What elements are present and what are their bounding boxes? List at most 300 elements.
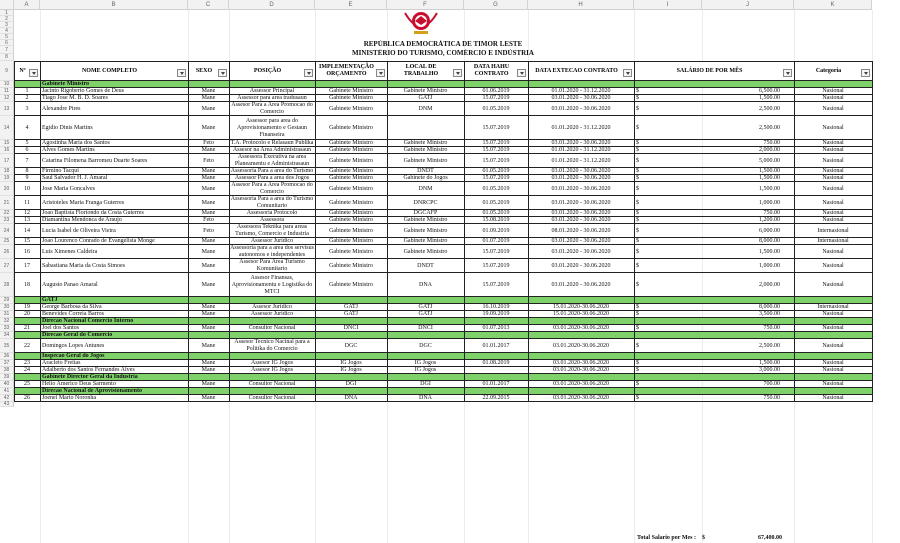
cell-border xyxy=(634,147,635,154)
cell-border xyxy=(315,88,316,95)
cell-border xyxy=(188,102,189,116)
cell-border xyxy=(872,374,873,381)
column-header-c[interactable]: C xyxy=(188,0,229,10)
cell-border xyxy=(528,332,529,339)
position: Assessoria Protocolo xyxy=(246,210,298,216)
cell-border xyxy=(528,217,529,224)
position: Assessor para area tradusaun xyxy=(237,95,307,101)
cell-border xyxy=(315,374,316,381)
cell-border xyxy=(315,224,316,238)
cell-border xyxy=(188,224,189,238)
header-workplace xyxy=(387,61,465,81)
cell-border xyxy=(872,140,873,147)
cell-border xyxy=(872,325,873,332)
filter-dropdown-button[interactable] xyxy=(783,69,792,77)
end-date: 03.01.2020 - 30.06.2020 xyxy=(551,281,611,288)
cell-border xyxy=(387,217,388,224)
full-name: Jacinto Rigoberto Gomes de Deus xyxy=(42,88,124,94)
cell-border xyxy=(872,304,873,311)
row-number: 7 xyxy=(25,157,29,164)
cell-border xyxy=(40,360,41,367)
cell-border xyxy=(528,311,529,318)
cell-border xyxy=(14,360,15,367)
row-header[interactable]: 39 xyxy=(0,374,14,381)
cell-border xyxy=(634,238,635,245)
workplace: DGCAFP xyxy=(413,210,438,216)
cell-border xyxy=(315,339,316,353)
cell-border xyxy=(14,147,15,154)
cell-border xyxy=(14,259,15,273)
column-header-a[interactable]: A xyxy=(14,0,40,10)
cell-border xyxy=(40,224,41,238)
full-name: Tiago Jose M. B. D. Soares xyxy=(42,95,108,101)
cell-border xyxy=(464,196,465,210)
currency: $ xyxy=(636,175,639,181)
cell-border xyxy=(229,332,230,339)
header-name-label: NOME COMPLETO xyxy=(81,67,138,74)
start-date: 01.05.2019 xyxy=(482,168,510,174)
implementation: IG Jogos xyxy=(340,360,362,366)
workplace: DNM xyxy=(418,185,433,192)
cell-border xyxy=(464,168,465,175)
cell-border xyxy=(188,273,189,297)
category: Nasional xyxy=(822,147,844,153)
cell-border xyxy=(229,238,230,245)
salary: 8,000.00 xyxy=(759,238,780,244)
filter-dropdown-button[interactable] xyxy=(304,69,313,77)
cell-border xyxy=(40,304,41,311)
end-date: 01.01.2020 - 31.12.2020 xyxy=(551,147,611,153)
cell-border xyxy=(872,154,873,168)
cell-border xyxy=(528,353,529,360)
start-date: 15.07.2019 xyxy=(482,175,510,181)
category: Nasional xyxy=(822,381,844,387)
currency: $ xyxy=(636,147,639,153)
cell-border xyxy=(229,196,230,210)
category: Nasional xyxy=(822,311,844,317)
implementation: Gabinete Ministro xyxy=(329,147,373,153)
row-number: 19 xyxy=(24,304,30,310)
category: Nasional xyxy=(822,342,844,349)
cell-border xyxy=(387,175,388,182)
column-header-e[interactable]: E xyxy=(315,0,387,10)
cell-border xyxy=(464,304,465,311)
row-header[interactable]: 36 xyxy=(0,353,14,360)
cell-border xyxy=(229,168,230,175)
implementation: Gabinete Ministro xyxy=(329,168,373,174)
cell-border xyxy=(794,297,795,304)
filter-dropdown-button[interactable] xyxy=(517,69,526,77)
end-date: 03.01.2020-30.06.2020 xyxy=(553,381,609,387)
cell-border xyxy=(872,175,873,182)
filter-dropdown-button[interactable] xyxy=(177,69,186,77)
row-number: 22 xyxy=(24,342,30,349)
header-sex xyxy=(188,61,230,81)
filter-dropdown-button[interactable] xyxy=(453,69,462,77)
cell-border xyxy=(14,175,15,182)
end-date: 03.01.2020-30.06.2020 xyxy=(553,360,609,366)
cell-border xyxy=(387,154,388,168)
row-header[interactable]: 5 xyxy=(0,34,14,40)
cell-border xyxy=(528,318,529,325)
cell-border xyxy=(794,196,795,210)
salary: 1,500.00 xyxy=(759,360,780,366)
cell-border xyxy=(794,182,795,196)
row-number: 26 xyxy=(24,395,30,401)
currency: $ xyxy=(636,304,639,310)
row-number: 1 xyxy=(25,88,29,94)
row-header[interactable]: 43 xyxy=(0,402,14,407)
cell-border xyxy=(315,353,316,360)
cell-border xyxy=(229,102,230,116)
cell-border xyxy=(188,217,189,224)
salary: 1,500.00 xyxy=(759,185,780,192)
header-start-date xyxy=(464,61,529,81)
implementation: Gabinete Ministro xyxy=(329,281,373,288)
start-date: 15.07.2019 xyxy=(482,248,510,255)
row-header[interactable]: 19 xyxy=(0,175,14,182)
end-date: 03.01.2020 - 30.06.2020 xyxy=(551,185,611,192)
sex: Feto xyxy=(203,227,214,234)
implementation: Gabinete Ministro xyxy=(329,248,373,255)
cell-border xyxy=(387,88,388,95)
workplace: GATJ xyxy=(418,311,433,317)
cell-border xyxy=(387,360,388,367)
row-number: 14 xyxy=(24,227,30,234)
column-header-j[interactable]: J xyxy=(702,0,794,10)
column-header-d[interactable]: D xyxy=(229,0,315,10)
cell-border xyxy=(40,175,41,182)
category: Nasional xyxy=(822,281,844,288)
salary: 1,000.00 xyxy=(759,199,780,206)
row-header[interactable]: 20 xyxy=(0,182,14,196)
currency: $ xyxy=(636,210,639,216)
sex: Mane xyxy=(201,311,216,317)
implementation: Gabinete Ministro xyxy=(329,210,373,216)
row-header[interactable]: 37 xyxy=(0,360,14,367)
header-salary xyxy=(634,61,795,81)
salary: 8,000.00 xyxy=(759,304,780,310)
cell-border xyxy=(794,224,795,238)
cell-border xyxy=(872,332,873,339)
cell-border xyxy=(464,273,465,297)
implementation: IG Jogos xyxy=(340,367,362,373)
workplace: GATJ xyxy=(418,95,433,101)
header-no-label: Nº xyxy=(19,67,26,74)
cell-border xyxy=(14,217,15,224)
row-header[interactable]: 25 xyxy=(0,238,14,245)
cell-border xyxy=(464,217,465,224)
cell-border xyxy=(14,325,15,332)
category: Nasional xyxy=(822,185,844,192)
cell-border xyxy=(528,116,529,140)
row-number: 6 xyxy=(25,147,29,153)
cell-border xyxy=(14,196,15,210)
cell-border xyxy=(315,102,316,116)
filter-dropdown-button[interactable] xyxy=(376,69,385,77)
cell-border xyxy=(528,273,529,297)
row-number: 5 xyxy=(25,140,29,146)
cell-border xyxy=(387,196,388,210)
sex: Feto xyxy=(203,157,214,164)
cell-border xyxy=(794,217,795,224)
end-date: 03.01.2020-30.06.2020 xyxy=(553,342,609,349)
cell-border xyxy=(40,210,41,217)
position: Assesor Para a Area Promocao do Comercio xyxy=(231,182,313,195)
cell-border xyxy=(634,116,635,140)
cell-border xyxy=(464,154,465,168)
cell-border xyxy=(634,245,635,259)
position: Assessora Teknika para areas Turismo, Comercio e Industria xyxy=(235,224,309,237)
start-date: 15.07.2019 xyxy=(482,281,510,288)
row-header[interactable]: 6 xyxy=(0,40,14,46)
cell-border xyxy=(872,81,873,88)
row-header[interactable]: 8 xyxy=(0,54,14,61)
cell-border xyxy=(528,304,529,311)
cell-border xyxy=(387,245,388,259)
row-header[interactable]: 16 xyxy=(0,147,14,154)
row-header[interactable]: 23 xyxy=(0,217,14,224)
row-header[interactable]: 12 xyxy=(0,95,14,102)
cell-border xyxy=(188,259,189,273)
row-header[interactable]: 31 xyxy=(0,311,14,318)
row-header[interactable]: 27 xyxy=(0,259,14,273)
workplace: Gabinete do Jogos xyxy=(403,175,448,181)
cell-border xyxy=(464,395,465,402)
cell-border xyxy=(229,182,230,196)
cell-border xyxy=(229,245,230,259)
end-date: 01.01.2020 - 31.12.2020 xyxy=(551,124,611,131)
cell-border xyxy=(528,175,529,182)
position: Consultor Nacional xyxy=(248,395,296,401)
row-header[interactable]: 17 xyxy=(0,154,14,168)
row-header[interactable]: 2 xyxy=(0,16,14,22)
cell-border xyxy=(387,388,388,395)
salary: 2,000.00 xyxy=(759,281,780,288)
category: Nasional xyxy=(822,367,844,373)
row-header[interactable]: 13 xyxy=(0,102,14,116)
full-name: Firmino Tacqui xyxy=(42,168,79,174)
cell-border xyxy=(14,168,15,175)
implementation: Gabinete Ministro xyxy=(329,175,373,181)
row-header[interactable]: 34 xyxy=(0,332,14,339)
salary: 6,000.00 xyxy=(759,227,780,234)
row-header[interactable]: 29 xyxy=(0,297,14,304)
cell-border xyxy=(387,182,388,196)
cell-border xyxy=(464,88,465,95)
cell-border xyxy=(387,311,388,318)
row-number: 15 xyxy=(24,238,30,244)
currency: $ xyxy=(636,367,639,373)
row-header[interactable]: 28 xyxy=(0,273,14,297)
category: Nasional xyxy=(822,140,844,146)
column-header-i[interactable]: I xyxy=(634,0,702,10)
row-header[interactable]: 32 xyxy=(0,318,14,325)
cell-border xyxy=(14,245,15,259)
filter-dropdown-button[interactable] xyxy=(861,69,870,77)
column-header-k[interactable]: K xyxy=(794,0,872,10)
workplace: DNA xyxy=(419,281,432,288)
implementation: Gabinete Ministro xyxy=(329,88,373,94)
row-header[interactable]: 21 xyxy=(0,196,14,210)
row-header[interactable]: 22 xyxy=(0,210,14,217)
section-label: Gabinete Director Geral da Industria xyxy=(42,374,138,380)
cell-border xyxy=(315,140,316,147)
cell-border xyxy=(528,297,529,304)
sex: Mane xyxy=(201,395,216,401)
corner-cell[interactable] xyxy=(0,0,14,10)
cell-border xyxy=(634,332,635,339)
position: Assesor IG Jogos xyxy=(251,360,293,366)
cell-border xyxy=(188,168,189,175)
currency: $ xyxy=(636,217,639,223)
cell-border xyxy=(528,374,529,381)
end-date: 03.01.2020-30.06.2020 xyxy=(553,325,609,331)
cell-border xyxy=(229,147,230,154)
cell-border xyxy=(188,196,189,210)
cell-border xyxy=(188,374,189,381)
cell-border xyxy=(872,102,873,116)
cell-border xyxy=(794,374,795,381)
cell-border xyxy=(229,217,230,224)
sex: Mane xyxy=(201,185,216,192)
filter-dropdown-button[interactable] xyxy=(218,69,227,77)
cell-border xyxy=(40,395,41,402)
cell-border xyxy=(229,88,230,95)
row-header[interactable]: 38 xyxy=(0,367,14,374)
row-header[interactable]: 15 xyxy=(0,140,14,147)
category: Nasional xyxy=(822,175,844,181)
header-position-label: POSIÇÃO xyxy=(253,67,282,74)
row-header[interactable]: 18 xyxy=(0,168,14,175)
end-date: 03.01.2020 - 30.06.2020 xyxy=(551,175,611,181)
cell-border xyxy=(794,238,795,245)
cell-border xyxy=(188,116,189,140)
cell-border xyxy=(634,381,635,388)
sex: Mane xyxy=(201,168,216,174)
row-number: 18 xyxy=(24,281,30,288)
cell-border xyxy=(40,168,41,175)
salary: 1,200.00 xyxy=(759,217,780,223)
row-header[interactable]: 4 xyxy=(0,28,14,34)
sex: Mane xyxy=(201,147,216,153)
filter-dropdown-button[interactable] xyxy=(29,69,38,77)
row-header[interactable]: 7 xyxy=(0,46,14,54)
workplace: DNRCPC xyxy=(413,199,438,206)
position: Consultor Nacional xyxy=(248,325,296,331)
row-header[interactable]: 24 xyxy=(0,224,14,238)
column-header-f[interactable]: F xyxy=(387,0,464,10)
cell-border xyxy=(634,353,635,360)
workplace: DNDT xyxy=(417,168,434,174)
row-header[interactable]: 30 xyxy=(0,304,14,311)
cell-border xyxy=(315,168,316,175)
cell-border xyxy=(634,154,635,168)
cell-border xyxy=(229,304,230,311)
cell-border xyxy=(464,182,465,196)
row-header[interactable]: 33 xyxy=(0,325,14,332)
cell-border xyxy=(40,147,41,154)
row-header[interactable]: 11 xyxy=(0,88,14,95)
position: Assessoria Para a area do Turismo Comunitario xyxy=(230,196,314,209)
salary: 6,500.00 xyxy=(759,88,780,94)
cell-border xyxy=(40,245,41,259)
full-name: Catarina Filomena Barromeu Duarte Soares xyxy=(42,157,148,164)
full-name: Adalberto dos Santos Fernandes Alves xyxy=(42,367,135,373)
start-date: 01.05.2019 xyxy=(482,210,510,216)
currency: $ xyxy=(636,124,639,131)
filter-dropdown-button[interactable] xyxy=(623,69,632,77)
end-date: 01.01.2020 - 31.12.2020 xyxy=(551,157,611,164)
cell-border xyxy=(14,88,15,95)
row-header[interactable]: 35 xyxy=(0,339,14,353)
cell-border xyxy=(14,238,15,245)
cell-border xyxy=(464,116,465,140)
end-date: 03.01.2020 - 30.06.2020 xyxy=(551,168,611,174)
row-header[interactable]: 41 xyxy=(0,388,14,395)
full-name: Alexandre Pires xyxy=(42,105,81,112)
cell-border xyxy=(634,304,635,311)
cell-border xyxy=(634,95,635,102)
row-header[interactable]: 1 xyxy=(0,10,14,16)
cell-border xyxy=(794,116,795,140)
cell-border xyxy=(634,374,635,381)
cell-border xyxy=(188,182,189,196)
cell-border xyxy=(528,245,529,259)
start-date: 15.07.2019 xyxy=(482,147,510,153)
row-header[interactable]: 3 xyxy=(0,22,14,28)
cell-border xyxy=(229,367,230,374)
category: Nasional xyxy=(822,210,844,216)
cell-border xyxy=(464,325,465,332)
implementation: Gabinete Ministro xyxy=(329,185,373,192)
currency: $ xyxy=(636,199,639,206)
cell-border xyxy=(14,395,15,402)
column-header-b[interactable]: B xyxy=(40,0,188,10)
cell-border xyxy=(794,360,795,367)
position: Assesor Juridico xyxy=(252,304,292,310)
sex: Mane xyxy=(201,367,216,373)
cell-border xyxy=(464,367,465,374)
row-header[interactable]: 40 xyxy=(0,381,14,388)
currency: $ xyxy=(636,185,639,192)
row-header[interactable]: 9 xyxy=(0,61,14,81)
row-header[interactable]: 42 xyxy=(0,395,14,402)
start-date: 15.07.2019 xyxy=(482,157,510,164)
cell-border xyxy=(464,374,465,381)
cell-border xyxy=(188,318,189,325)
cell-border xyxy=(229,297,230,304)
start-date: 15.08.2019 xyxy=(482,217,510,223)
category: Nasional xyxy=(822,157,844,164)
row-header[interactable]: 26 xyxy=(0,245,14,259)
cell-border xyxy=(528,259,529,273)
cell-border xyxy=(634,88,635,95)
cell-border xyxy=(315,81,316,88)
row-header[interactable]: 10 xyxy=(0,81,14,88)
cell-border xyxy=(315,318,316,325)
cell-border xyxy=(528,196,529,210)
cell-border xyxy=(229,154,230,168)
workplace: DNDT xyxy=(417,262,434,269)
cell-border xyxy=(315,311,316,318)
cell-border xyxy=(315,259,316,273)
column-header-g[interactable]: G xyxy=(464,0,528,10)
cell-border xyxy=(634,367,635,374)
column-header-h[interactable]: H xyxy=(528,0,634,10)
row-header[interactable]: 14 xyxy=(0,116,14,140)
sex: Mane xyxy=(201,88,216,94)
